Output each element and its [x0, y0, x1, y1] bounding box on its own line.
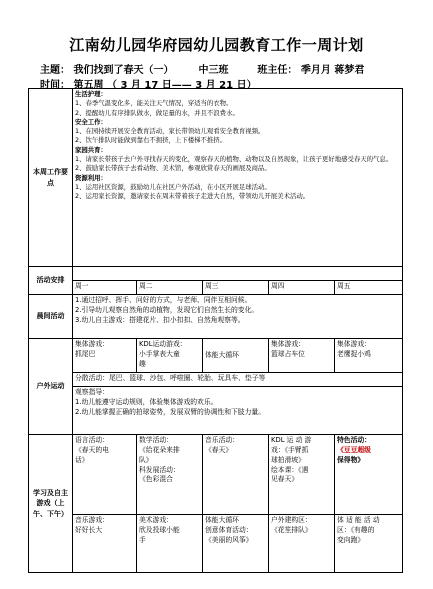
study-line: 好好长大 [75, 525, 103, 534]
section-heading: 资源利用： [75, 173, 107, 182]
study-line: 球拍滑坡》 [271, 455, 305, 464]
study-line: 《给花朵来排 [139, 445, 180, 454]
study-line: 见春天》 [271, 475, 299, 484]
study-cell-wed-pm [203, 515, 269, 573]
study-line: 队》 [139, 455, 153, 464]
section-line: 1、请家长带孩子去户外寻找春天的变化，观察春天的植物、动物以及自然现象，让孩子更好地感受春天的气息。 [75, 154, 393, 163]
observation-line: 1.幼儿能遵守运动规则，体验集体游戏的欢乐。 [75, 397, 218, 406]
study-cell-mon-am [73, 435, 137, 515]
section-line: 2、鼓励家长带孩子去看动物、美术馆，参观欣赏春天的画展及商品。 [75, 164, 271, 173]
study-cell-thu-pm [269, 515, 335, 573]
study-line: 体 适 能 活 动 [337, 516, 380, 524]
meta-theme-line [40, 61, 364, 76]
study-line: 《色彩混合 [139, 475, 173, 484]
study-cell-mon-pm [73, 515, 137, 573]
morning-line: 2.引导幼儿观察自然角的动植物，发现它们自然生长的变化。 [75, 305, 259, 314]
weekly-focus-label: 本周工作要点 [29, 89, 73, 267]
study-line: 《春天的电 [75, 445, 109, 454]
feature-heading: 特色活动： [337, 436, 371, 444]
focus-section-life [75, 90, 400, 118]
study-line: 科发展活动： [139, 465, 180, 474]
section-line: 2、饮午排队时能做到靠右不拥挤，上下楼梯不推挤。 [75, 136, 227, 145]
study-line: 《春天》 [205, 445, 233, 454]
day-header-thu: 周四 [269, 281, 335, 295]
outdoor-line: 集体游戏： [337, 340, 371, 348]
study-line: 语言活动： [75, 436, 109, 444]
weekly-plan-table [28, 88, 403, 573]
study-cell-thu-am [269, 435, 335, 515]
outdoor-line: 小手掌表大童 [139, 349, 180, 358]
study-cell-fri-pm [335, 515, 403, 573]
section-line: 2、提醒幼儿有序排队做水，做足量的水，并且不浪费水。 [75, 108, 239, 117]
weekly-focus-content [73, 89, 403, 267]
time-value: 第五周 （ 3 月 17 日—— 3 月 21 日） [73, 80, 257, 91]
study-line: 区：《有趣的 [337, 525, 375, 534]
teacher-value: 季月月 蒋梦君 [300, 65, 365, 76]
theme-label: 主题： [40, 65, 70, 76]
day-header-mon: 周一 [73, 281, 137, 295]
outdoor-line: 老鹰捉小鸡 [337, 349, 371, 358]
observation-line: 2.幼儿能掌握正确的拍球姿势，发展双臂的协调性和下肢力量。 [75, 407, 265, 416]
study-line: 户外建构区： [271, 516, 312, 524]
focus-section-resources [75, 174, 400, 202]
study-line: 绘本课：《遇 [271, 465, 309, 474]
section-line: 1、在园持续开展安全教育活动，家长带领幼儿观看安全教育视频。 [75, 127, 265, 136]
study-line: 戏：《手臂抓 [271, 445, 309, 454]
study-line: KDL 运 动 游 [271, 436, 312, 444]
outdoor-line: 篮球占车位 [271, 349, 305, 358]
section-line: 1、运用社区资源，鼓励幼儿在社区户外活动，在小区开展足球活动。 [75, 182, 271, 191]
outdoor-observation [73, 387, 403, 435]
study-cell-fri-am [335, 435, 403, 515]
morning-line: 1.通过招呼、挥手、问好的方式，与老师、同伴互相问候。 [75, 296, 252, 304]
morning-label: 晨间活动 [29, 295, 73, 339]
study-cell-tue-am [137, 435, 203, 515]
outdoor-cell-fri [335, 339, 403, 373]
study-label: 学习及自主游戏（上午、下午） [29, 435, 73, 573]
study-cell-tue-pm [137, 515, 203, 573]
outdoor-equipment: 分散活动：尾巴、篮球、沙包、呼啦圈、轮胎、玩具车、垫子等 [73, 373, 403, 387]
outdoor-cell-thu [269, 339, 335, 373]
page-title: 江南幼儿园华府园幼儿园教育工作一周计划 [69, 36, 364, 54]
outdoor-line: 抓尾巴 [75, 349, 96, 358]
study-line: 变向跑》 [337, 535, 365, 544]
section-heading: 安全工作： [75, 117, 107, 126]
study-line: 音乐游戏： [75, 516, 109, 524]
focus-section-home [75, 146, 400, 174]
study-line: 数学活动： [139, 436, 173, 444]
study-line: 话》 [75, 455, 89, 464]
day-header-tue: 周二 [137, 281, 203, 295]
morning-content [73, 295, 403, 339]
section-line: 1、春季气温变化多，能关注天气情况，穿适当的衣物。 [75, 99, 233, 108]
study-line: 创意体育活动： [205, 525, 253, 534]
teacher-label: 班主任： [257, 65, 298, 76]
section-heading: 家园共育： [75, 145, 107, 154]
study-line: 欣及投球小能 [139, 525, 180, 534]
day-header-wed: 周三 [203, 281, 269, 295]
study-line: 体能大循环 [205, 516, 239, 524]
focus-section-safety [75, 118, 400, 146]
outdoor-cell-tue [137, 339, 203, 373]
outdoor-line: 集体游戏： [75, 340, 109, 348]
study-line: 《花笙排队》 [271, 525, 312, 534]
study-line: 美术游戏： [139, 516, 173, 524]
class-value: 中三班 [198, 65, 229, 76]
time-label: 时间： [40, 80, 70, 91]
outdoor-line: KDL运动游戏： [139, 340, 187, 348]
theme-value: 我们找到了春天（一） [73, 65, 174, 76]
study-line: 手 [139, 535, 146, 544]
schedule-label: 活动安排 [29, 267, 73, 295]
outdoor-line: 集体游戏： [271, 340, 305, 348]
morning-line: 3.幼儿自主游戏：搭建花片、扣小扣扣、自然角观察等。 [75, 315, 245, 324]
day-header-fri: 周五 [335, 281, 403, 295]
outdoor-line: 趣 [139, 359, 146, 368]
study-line: 音乐活动： [205, 436, 239, 444]
feature-highlight: 《豆豆超级 [337, 445, 371, 454]
study-line: 《美丽的风筝》 [205, 535, 253, 544]
outdoor-label: 户外运动 [29, 339, 73, 435]
outdoor-line: 体能大循环 [205, 350, 239, 359]
observation-line: 观察指导： [75, 388, 109, 396]
outdoor-cell-wed [203, 339, 269, 373]
feature-tail: 保得物》 [337, 455, 365, 464]
study-cell-wed-am [203, 435, 269, 515]
section-heading: 生活护理： [75, 90, 107, 98]
section-line: 2、运用家长资源，邀请家长在周末带着孩子走进大自然，带领幼儿开展美术活动。 [75, 192, 310, 201]
outdoor-cell-mon [73, 339, 137, 373]
